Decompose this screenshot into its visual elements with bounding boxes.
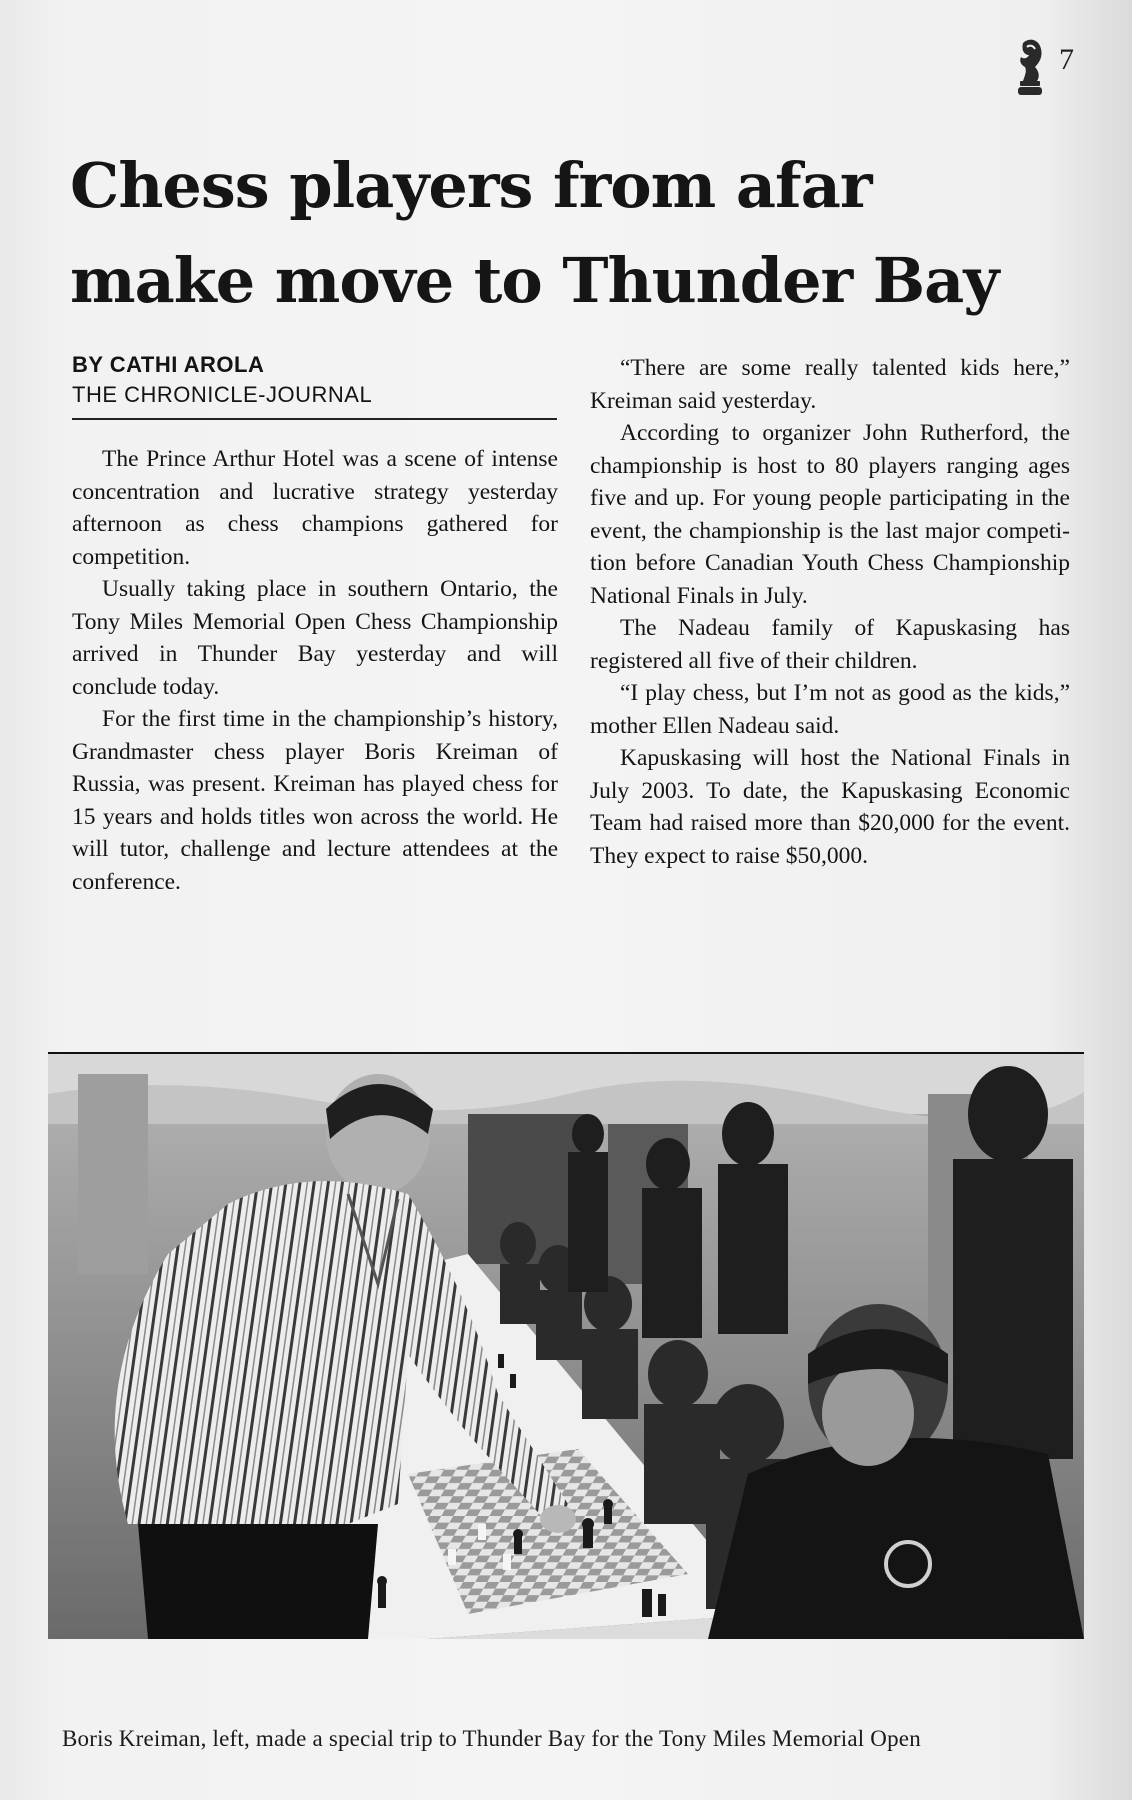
photo-caption: Boris Kreiman, left, made a special trip to Thunder Bay for the Tony Miles Memorial Open bbox=[62, 1726, 921, 1751]
byline-rule bbox=[72, 418, 557, 420]
page-number: 7 bbox=[1059, 43, 1074, 76]
byline bbox=[72, 350, 557, 420]
byline-publication: THE CHRONICLE-JOURNAL bbox=[72, 382, 373, 407]
chess-simul-photo bbox=[48, 1054, 1084, 1639]
article-paragraph: The Nadeau family of Kapuskasing has registered all five of their children. bbox=[590, 615, 1070, 674]
article-paragraph: Usually taking place in southern Ontario, the Tony Miles Memorial Open Chess Championship arrived in Thunder Bay yesterday and will conclude today. bbox=[72, 576, 558, 700]
chess-knight-icon bbox=[1013, 35, 1047, 101]
article-paragraph: According to organizer John Rutherford, the championship is host to 80 players ranging ages five and up. For young people participating in the event, the championship is the last major competition before Canadian Youth Chess Championship National Finals in July. bbox=[590, 420, 1070, 609]
article-column-left bbox=[72, 443, 558, 898]
article-column-right bbox=[590, 352, 1070, 872]
article-paragraph: “There are some really talented kids here,” Kreiman said yesterday. bbox=[590, 355, 1070, 414]
byline-author: BY CATHI AROLA bbox=[72, 352, 265, 377]
news-photo bbox=[48, 1052, 1084, 1639]
article-paragraph: The Prince Arthur Hotel was a scene of intense concentration and lucrative strategy yesterday afternoon as chess champions gathered for competition. bbox=[72, 446, 558, 570]
article-paragraph: For the first time in the championship’s history, Grandmaster chess player Boris Kreiman of Russia, was present. Kreiman has played chess for 15 years and holds titles won across the world. He will tutor, challenge and lecture attendees at the conference. bbox=[72, 706, 558, 895]
headline bbox=[70, 138, 1080, 328]
page-marker bbox=[1013, 33, 1093, 103]
headline-line-1: Chess players from afar bbox=[70, 149, 872, 222]
article-paragraph: “I play chess, but I’m not as good as the kids,” mother Ellen Nadeau said. bbox=[590, 680, 1070, 739]
headline-line-2: make move to Thunder Bay bbox=[70, 244, 999, 317]
article-paragraph: Kapuskasing will host the National Finals in July 2003. To date, the Kapuskasing Economic Team had raised more than $20,000 for the event. They expect to raise $50,000. bbox=[590, 745, 1070, 869]
